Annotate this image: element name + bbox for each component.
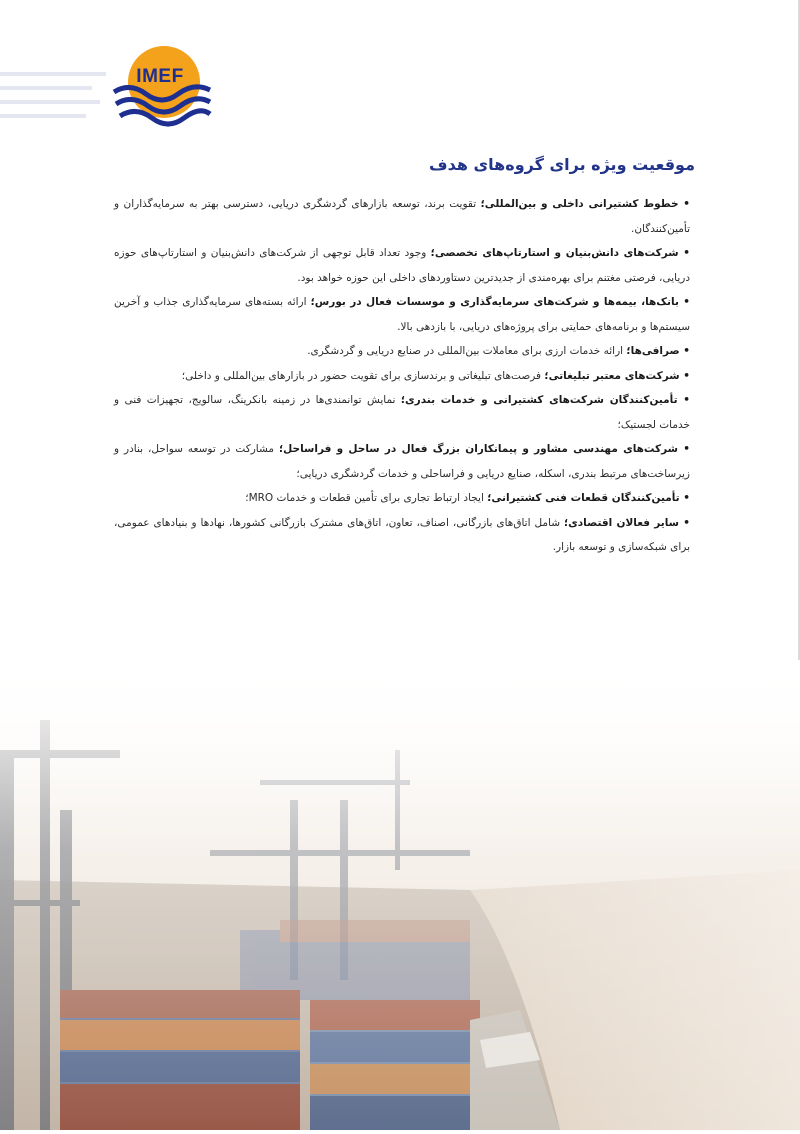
list-item [114, 486, 690, 511]
target-groups-list [114, 192, 690, 560]
item-text: فرصت‌های تبلیغاتی و برندسازی برای تقویت حضور در بازارهای بین‌المللی و داخلی؛ [181, 369, 545, 382]
item-heading: • شرکت‌های معتبر تبلیغاتی؛ [544, 369, 690, 382]
item-heading: • سایر فعالان اقتصادی؛ [563, 516, 690, 529]
item-heading: • شرکت‌های دانش‌بنیان و استارتاپ‌های تخصصی؛ [430, 247, 690, 259]
port-scene-image [0, 660, 800, 1130]
item-text: شامل اتاق‌های بازرگانی، اصناف، تعاون، اتاق‌های مشترک بازرگانی کشورها، نهادها و بنیادهای عمومی، برای شبکه‌سازی و توسعه بازار. [114, 516, 690, 553]
section-title: موقعیت ویژه برای گروه‌های هدف [429, 155, 695, 174]
item-text: نمایش توانمندی‌ها در زمینه بانکرینگ، سالویج، تجهیزات فنی و خدمات لجستیک؛ [114, 394, 690, 431]
item-text: وجود تعداد قابل توجهی از شرکت‌های دانش‌بنیان و استارتاپ‌های حوزه دریایی، فرصتی مغتنم برای بهره‌مندی از جدیدترین دستاوردهای داخلی این حوزه خواهد بود. [114, 247, 690, 284]
item-heading: • خطوط کشتیرانی داخلی و بین‌المللی؛ [480, 198, 690, 210]
item-heading: • بانک‌ها، بیمه‌ها و شرکت‌های سرمایه‌گذاری و موسسات فعال در بورس؛ [310, 296, 690, 308]
list-item [114, 192, 690, 241]
list-item [114, 241, 690, 290]
item-text: مشارکت در توسعه سواحل، بنادر و زیرساخت‌های مرتبط بندری، اسکله، صنایع دریایی و فراساحلی و خدمات گردشگری دریایی؛ [114, 443, 690, 480]
item-heading: • تأمین‌کنندگان قطعات فنی کشتیرانی؛ [487, 492, 690, 504]
imef-logo [112, 44, 212, 132]
logo-emblem-icon [112, 44, 212, 132]
decorative-lines [0, 72, 106, 128]
item-heading: • شرکت‌های مهندسی مشاور و پیمانکاران بزرگ فعال در ساحل و فراساحل؛ [278, 443, 690, 455]
logo-text: IMEF [136, 66, 184, 87]
item-heading: • صرافی‌ها؛ [626, 345, 690, 357]
list-item [114, 364, 690, 389]
item-heading: • تأمین‌کنندگان شرکت‌های کشتیرانی و خدمات بندری؛ [400, 394, 690, 406]
item-text: ایجاد ارتباط تجاری برای تأمین قطعات و خدمات MRO؛ [245, 492, 488, 504]
item-text: ارائه بسته‌های سرمایه‌گذاری جذاب و آخرین سیستم‌ها و برنامه‌های حمایتی برای پروژه‌های دریایی، با بازدهی بالا. [114, 296, 690, 333]
list-item [114, 290, 690, 339]
list-item [114, 388, 690, 437]
list-item [114, 511, 690, 560]
list-item [114, 339, 690, 364]
item-text: ارائه خدمات ارزی برای معاملات بین‌المللی در صنایع دریایی و گردشگری. [307, 345, 627, 357]
port-containers-photo [0, 660, 800, 1130]
list-item [114, 437, 690, 486]
item-text: تقویت برند، توسعه بازارهای گردشگری دریایی، دسترسی بهتر به سرمایه‌گذاران و تأمین‌کنندگان. [114, 198, 690, 235]
